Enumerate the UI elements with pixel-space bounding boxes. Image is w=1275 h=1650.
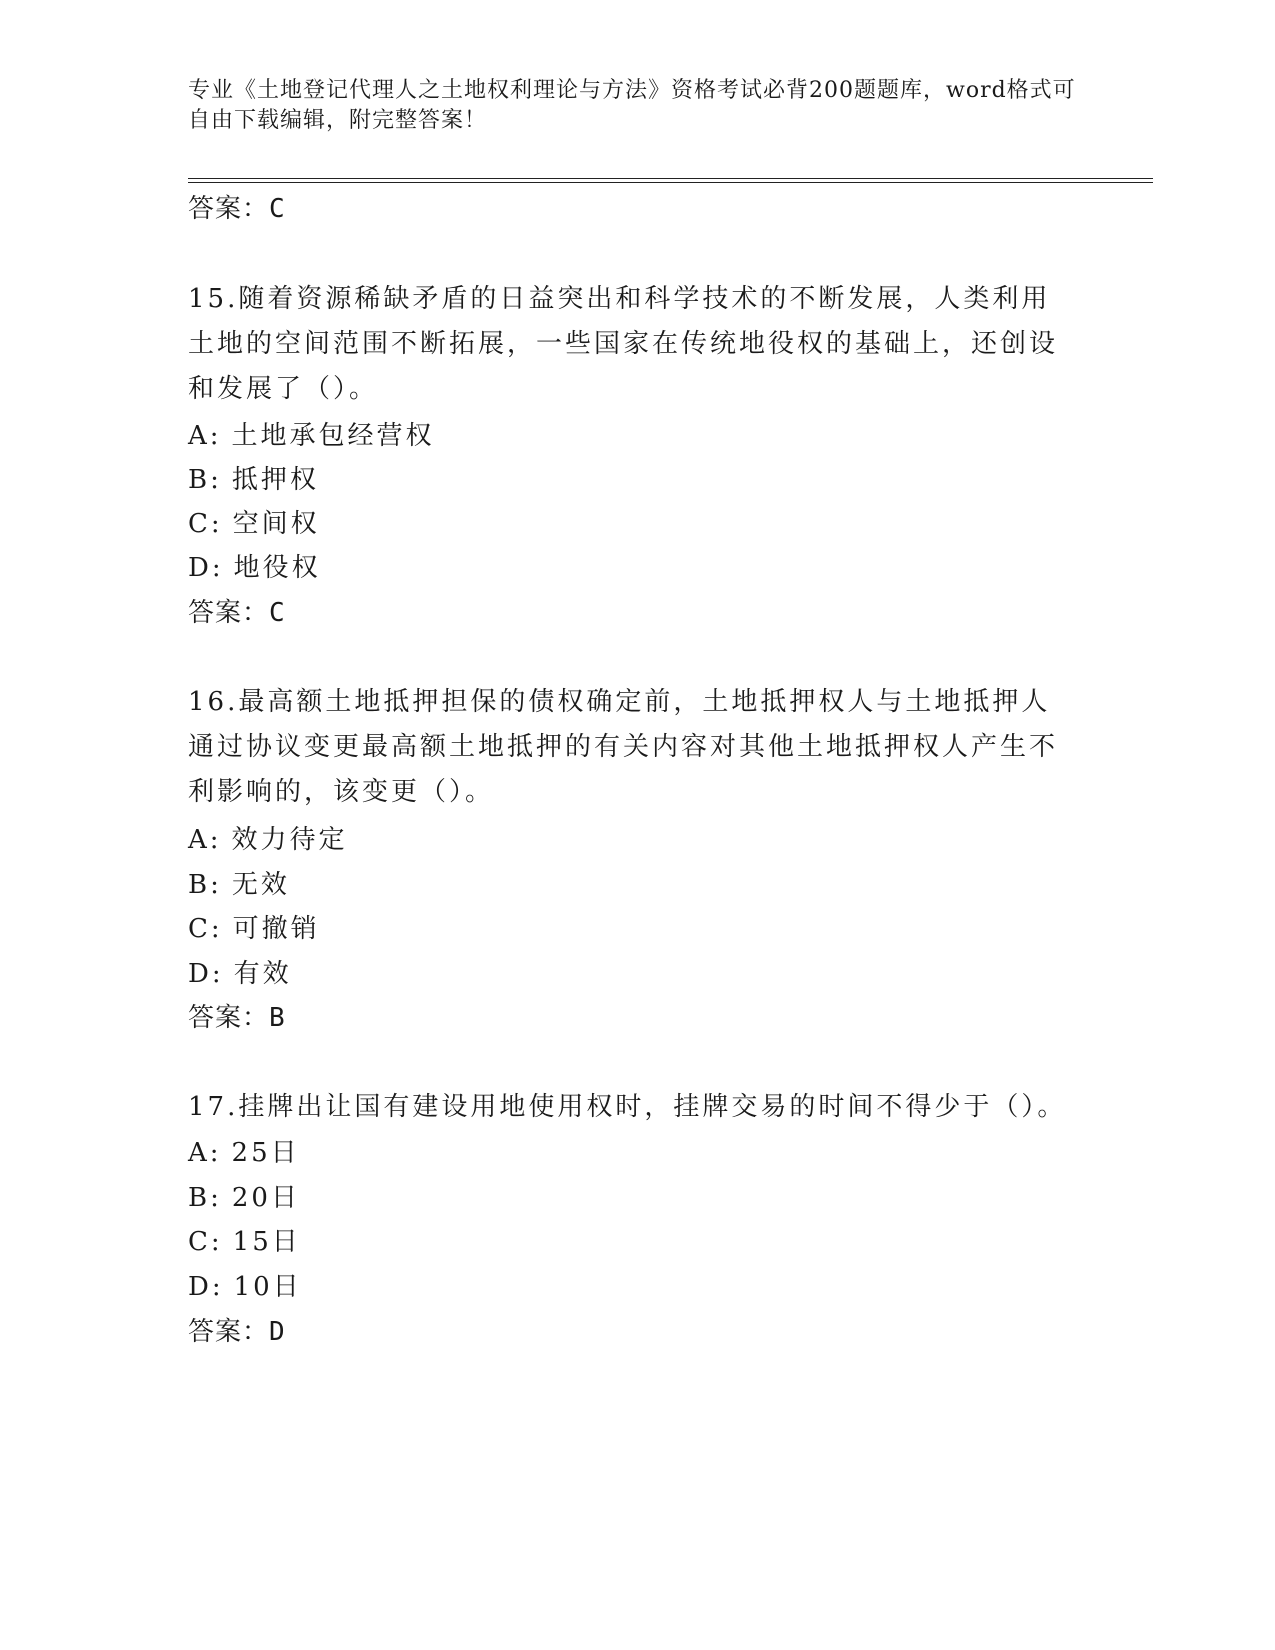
option-text: 无效: [231, 870, 290, 900]
option-text: 20日: [231, 1183, 300, 1213]
question-17-option-a: [188, 1136, 300, 1170]
question-17-stem: 17.挂牌出让国有建设用地使用权时，挂牌交易的时间不得少于（）。: [188, 1092, 1067, 1122]
question-17-option-c: [188, 1225, 301, 1259]
option-key: D:: [188, 1272, 224, 1302]
question-15-answer: 答案：C: [188, 598, 286, 628]
option-text: 土地承包经营权: [231, 421, 435, 451]
question-16-stem: 16.最高额土地抵押担保的债权确定前，土地抵押权人与土地抵押人通过协议变更最高额土地抵押的有关内容对其他土地抵押权人产生不利影响的，该变更（）。: [188, 687, 1059, 807]
option-text: 可撤销: [232, 914, 320, 944]
option-key: D:: [188, 553, 224, 583]
question-17-option-d: [188, 1270, 302, 1304]
option-key: B:: [188, 1183, 222, 1213]
option-text: 10日: [233, 1272, 302, 1302]
question-15-option-a: [188, 419, 435, 453]
question-16-answer: 答案：B: [188, 1003, 286, 1033]
option-text: 15日: [232, 1227, 301, 1257]
option-text: 抵押权: [231, 465, 319, 495]
question-16-option-b: [188, 868, 290, 902]
option-key: A:: [188, 825, 222, 855]
question-17-option-b: [188, 1181, 300, 1215]
question-16-option-c: [188, 912, 320, 946]
option-key: D:: [188, 959, 224, 989]
option-text: 效力待定: [231, 825, 348, 855]
option-key: C:: [188, 1227, 223, 1257]
option-text: 地役权: [233, 553, 321, 583]
document-header: 专业《土地登记代理人之土地权利理论与方法》资格考试必背200题题库，word格式可自由下载编辑，附完整答案！: [188, 78, 1076, 133]
header-divider-bottom: [188, 182, 1153, 183]
question-15-option-b: [188, 463, 319, 497]
option-text: 有效: [233, 959, 292, 989]
option-key: C:: [188, 914, 223, 944]
option-key: C:: [188, 509, 223, 539]
option-key: B:: [188, 465, 222, 495]
question-16-option-a: [188, 823, 348, 857]
question-15-option-d: [188, 551, 321, 585]
question-17-answer: 答案：D: [188, 1317, 286, 1347]
question-15-option-c: [188, 507, 320, 541]
option-text: 25日: [231, 1138, 300, 1168]
option-key: A:: [188, 1138, 222, 1168]
question-15-stem: 15.随着资源稀缺矛盾的日益突出和科学技术的不断发展，人类利用土地的空间范围不断拓展，一些国家在传统地役权的基础上，还创设和发展了（）。: [188, 284, 1059, 404]
option-key: B:: [188, 870, 222, 900]
option-text: 空间权: [232, 509, 320, 539]
previous-answer: 答案：C: [188, 194, 286, 224]
option-key: A:: [188, 421, 222, 451]
question-16-option-d: [188, 957, 292, 991]
header-divider-top: [188, 178, 1153, 179]
